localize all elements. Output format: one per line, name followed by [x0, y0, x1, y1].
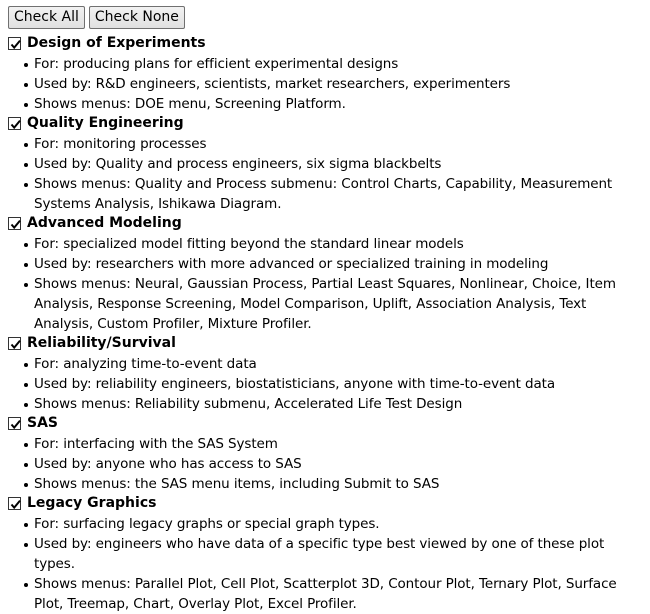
group-title: Design of Experiments [27, 35, 206, 51]
group-description-list [8, 434, 648, 494]
checkbox-advanced-modeling[interactable] [8, 217, 21, 230]
group-advanced-modeling [8, 214, 648, 334]
list-item-shows-menus: Shows menus: Parallel Plot, Cell Plot, Scatterplot 3D, Contour Plot, Ternary Plot, Surface Plot, Treemap, Chart, Overlay Plot, Excel Profiler. [24, 574, 648, 614]
checkmark-icon [9, 38, 22, 51]
group-header [8, 414, 648, 433]
group-description-list [8, 234, 648, 334]
list-item-shows-menus: Shows menus: Neural, Gaussian Process, Partial Least Squares, Nonlinear, Choice, Item Analysis, Response Screening, Model Comparison, Uplift, Association Analysis, Text Analysis, Custom Profiler, Mixture Profiler. [24, 274, 648, 334]
feature-group-list [8, 34, 648, 614]
group-title: Legacy Graphics [27, 495, 157, 511]
group-reliability-survival [8, 334, 648, 414]
list-item-used-by: Used by: anyone who has access to SAS [24, 454, 648, 474]
group-title: Quality Engineering [27, 115, 184, 131]
check-none-button[interactable]: Check None [89, 6, 185, 29]
list-item-for: For: surfacing legacy graphs or special graph types. [24, 514, 648, 534]
list-item-for: For: specialized model fitting beyond the standard linear models [24, 234, 648, 254]
group-sas [8, 414, 648, 494]
group-description-list [8, 354, 648, 414]
group-quality-engineering [8, 114, 648, 214]
group-header [8, 34, 648, 53]
list-item-used-by: Used by: researchers with more advanced or specialized training in modeling [24, 254, 648, 274]
checkmark-icon [9, 218, 22, 231]
group-description-list [8, 134, 648, 214]
list-item-shows-menus: Shows menus: DOE menu, Screening Platform. [24, 94, 648, 114]
checkmark-icon [9, 338, 22, 351]
list-item-used-by: Used by: Quality and process engineers, six sigma blackbelts [24, 154, 648, 174]
list-item-for: For: analyzing time-to-event data [24, 354, 648, 374]
group-title: Reliability/Survival [27, 335, 176, 351]
checkbox-design-of-experiments[interactable] [8, 37, 21, 50]
group-header [8, 214, 648, 233]
group-design-of-experiments [8, 34, 648, 114]
list-item-for: For: producing plans for efficient experimental designs [24, 54, 648, 74]
checkbox-sas[interactable] [8, 417, 21, 430]
group-header [8, 334, 648, 353]
checkmark-icon [9, 118, 22, 131]
group-header [8, 114, 648, 133]
list-item-shows-menus: Shows menus: Quality and Process submenu: Control Charts, Capability, Measurement Systems Analysis, Ishikawa Diagram. [24, 174, 648, 214]
group-header [8, 494, 648, 513]
checkmark-icon [9, 498, 22, 511]
checkbox-legacy-graphics[interactable] [8, 497, 21, 510]
list-item-for: For: monitoring processes [24, 134, 648, 154]
list-item-shows-menus: Shows menus: Reliability submenu, Accelerated Life Test Design [24, 394, 648, 414]
toolbar [8, 6, 185, 29]
checkbox-quality-engineering[interactable] [8, 117, 21, 130]
group-title: SAS [27, 415, 59, 431]
list-item-used-by: Used by: reliability engineers, biostatisticians, anyone with time-to-event data [24, 374, 648, 394]
group-description-list [8, 54, 648, 114]
checkmark-icon [9, 418, 22, 431]
list-item-used-by: Used by: engineers who have data of a specific type best viewed by one of these plot types. [24, 534, 648, 574]
check-all-button[interactable]: Check All [8, 6, 85, 29]
checkbox-reliability-survival[interactable] [8, 337, 21, 350]
list-item-for: For: interfacing with the SAS System [24, 434, 648, 454]
list-item-used-by: Used by: R&D engineers, scientists, market researchers, experimenters [24, 74, 648, 94]
group-description-list [8, 514, 648, 614]
group-title: Advanced Modeling [27, 215, 182, 231]
group-legacy-graphics [8, 494, 648, 614]
list-item-shows-menus: Shows menus: the SAS menu items, including Submit to SAS [24, 474, 648, 494]
